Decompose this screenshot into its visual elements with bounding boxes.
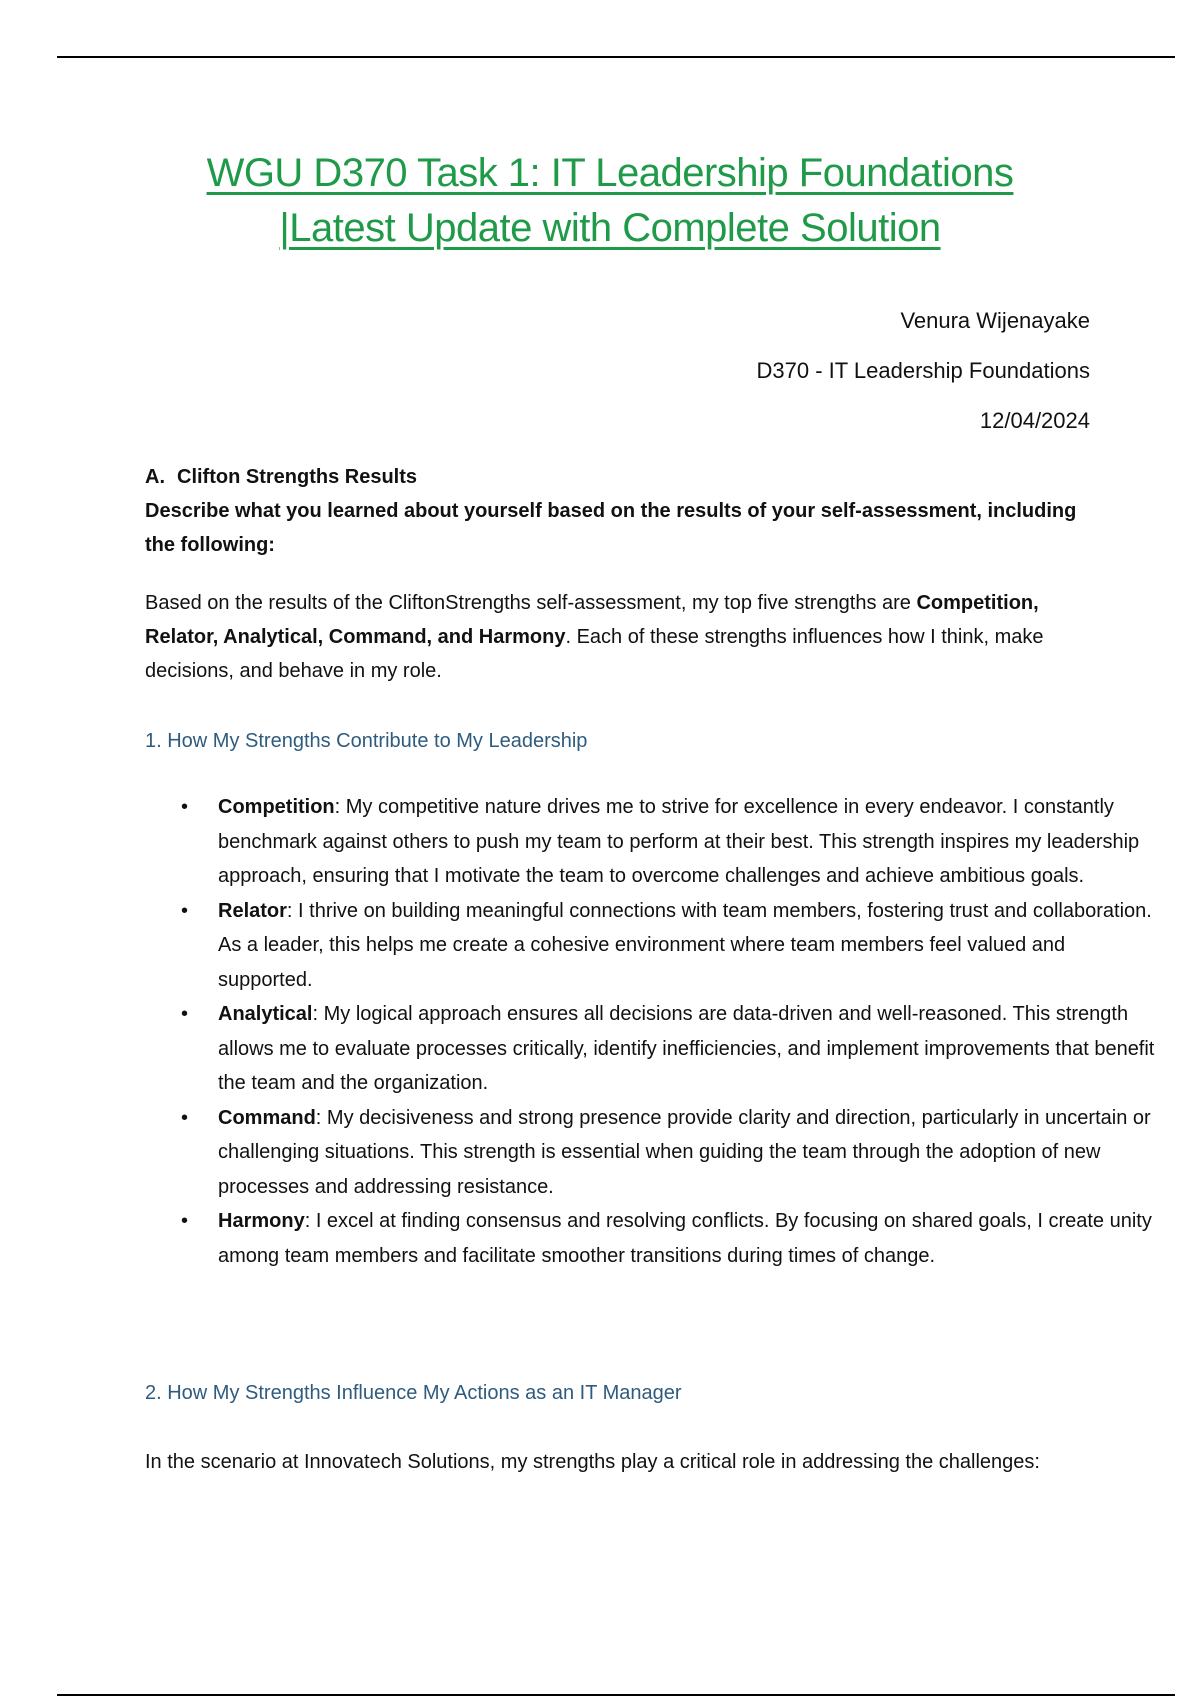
strength-name: Relator <box>218 899 287 922</box>
bullet-icon: • <box>181 899 189 922</box>
strength-text: : My competitive nature drives me to strive for excellence in every endeavor. I constantly benchmark against others to push my team to perform at their best. This strength inspires my leadership approach, ensuring that I motivate the team to overcome challenges and achieve ambitious goals. <box>218 796 1140 887</box>
strength-name: Harmony <box>218 1210 305 1232</box>
scenario-paragraph: In the scenario at Innovatech Solutions, my strengths play a critical role in addressing the challenges: <box>145 1451 1040 1473</box>
list-item <box>181 790 1163 894</box>
author-name: Venura Wijenayake <box>900 308 1090 333</box>
bullet-icon: • <box>181 1003 189 1025</box>
bullet-icon: • <box>181 1210 189 1232</box>
intro-strengths: Competition, Relator, Analytical, Command, and Harmony <box>145 592 1039 648</box>
strength-name: Command <box>218 1106 316 1129</box>
bullet-icon: • <box>181 796 189 818</box>
section-a-prompt: Describe what you learned about yourself based on the results of your self-assessment, including the following: <box>145 500 1077 556</box>
course-name: D370 - IT Leadership Foundations <box>756 358 1090 383</box>
subheading-2: 2. How My Strengths Influence My Actions as an IT Manager <box>145 1382 682 1404</box>
strength-text: : I excel at finding consensus and resolving conflicts. By focusing on shared goals, I create unity among team members and facilitate smoother transitions during times of change. <box>218 1210 1152 1267</box>
section-a-heading <box>145 460 1085 494</box>
section-a-label: A. <box>145 466 165 488</box>
strength-text: : I thrive on building meaningful connections with team members, fostering trust and collaboration. As a leader, this helps me create a cohesive environment where team members feel valued and supported. <box>218 899 1152 991</box>
section-a-title: Clifton Strengths Results <box>177 466 418 488</box>
list-item <box>181 1204 1163 1273</box>
strengths-list <box>145 790 1163 1273</box>
title-line-1: WGU D370 Task 1: IT Leadership Foundations <box>206 151 1014 195</box>
document-title <box>130 146 1090 256</box>
strength-text: : My decisiveness and strong presence provide clarity and direction, particularly in uncertain or challenging situations. This strength is essential when guiding the team through the adoption of new processes and addressing resistance. <box>218 1106 1151 1198</box>
section-a <box>145 460 1085 562</box>
list-item <box>181 1101 1163 1205</box>
strength-name: Analytical <box>218 1003 313 1025</box>
bullet-icon: • <box>181 1106 189 1129</box>
list-item <box>181 997 1163 1101</box>
bottom-rule <box>57 1694 1175 1696</box>
strength-name: Competition <box>218 796 335 818</box>
strength-text: : My logical approach ensures all decisions are data-driven and well-reasoned. This strength allows me to evaluate processes critically, identify inefficiencies, and implement improvements that benefit the team and the organization. <box>218 1003 1155 1094</box>
title-line-2: |Latest Update with Complete Solution <box>279 206 941 250</box>
intro-after: . Each of these strengths influences how I think, make decisions, and behave in my role. <box>145 626 1044 682</box>
intro-paragraph <box>145 586 1085 688</box>
list-item <box>181 894 1163 998</box>
top-rule <box>57 56 1175 58</box>
intro-before: Based on the results of the CliftonStrengths self-assessment, my top five strengths are <box>145 592 917 614</box>
subheading-1: 1. How My Strengths Contribute to My Leadership <box>145 730 588 752</box>
document-date: 12/04/2024 <box>979 408 1090 433</box>
